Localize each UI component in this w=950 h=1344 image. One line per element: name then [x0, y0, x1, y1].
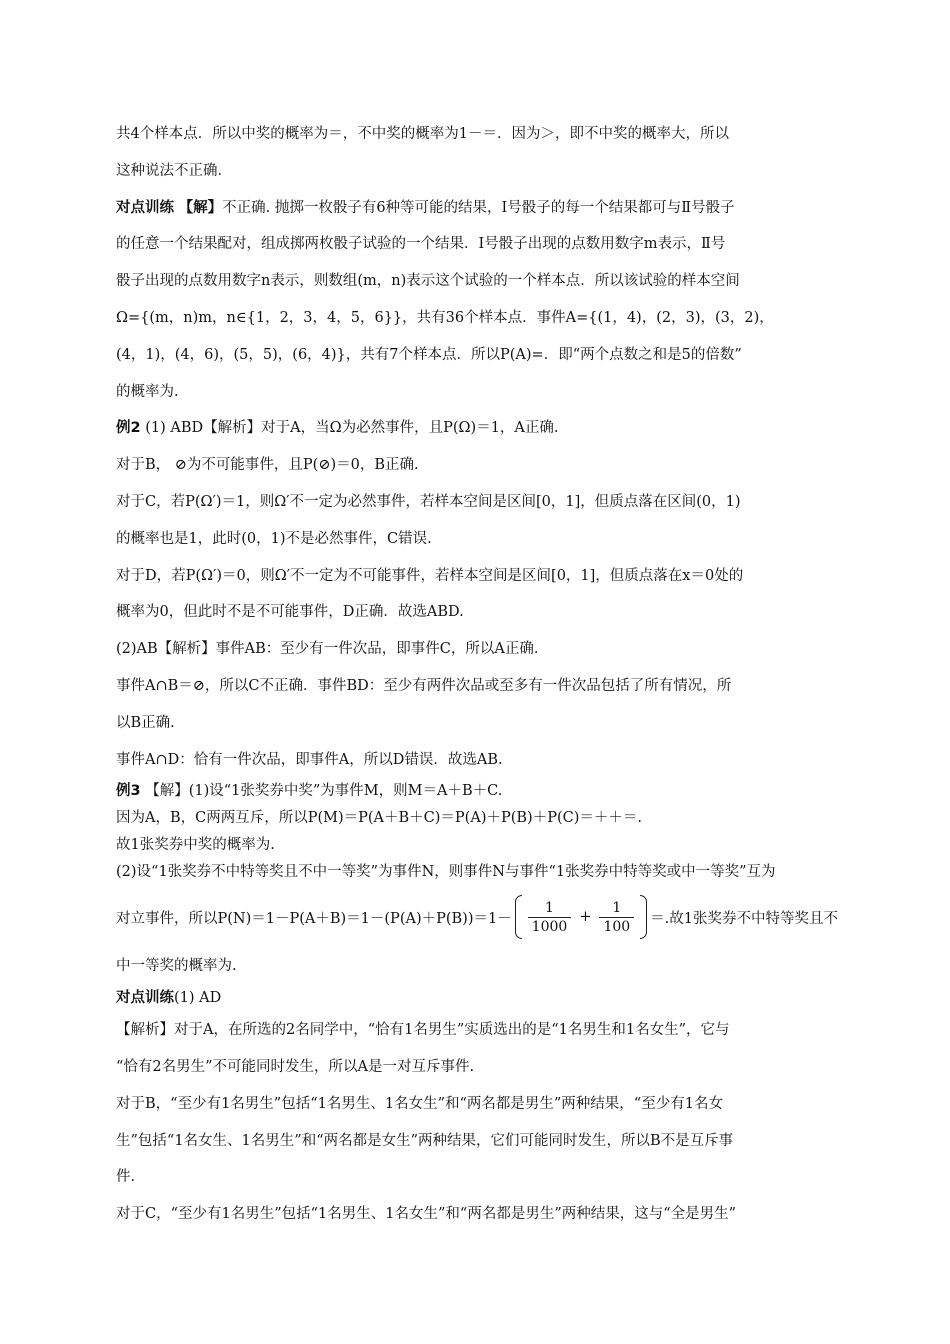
- text-span: (1) AD: [174, 990, 222, 1007]
- text-line: 中一等奖的概率为.: [116, 958, 237, 975]
- text-line: Ω={(m，n)m，n∈{1，2，3，4，5，6}}，共有36个样本点．事件A={(1，4)，(2，3)，(3，2)，: [116, 309, 774, 326]
- document-page: [116, 116, 838, 1233]
- text-line: 故1张奖券中奖的概率为.: [116, 837, 275, 854]
- text-line: 【解析】对于A，在所选的2名同学中，“恰有1名男生”实质选出的是“1名男生和1名女生”，它与: [116, 1022, 730, 1039]
- text-line: 对于B， ⊘为不可能事件，且P(⊘)＝0，B正确.: [116, 457, 419, 474]
- text-line: 对于C，“至少有1名男生”包括“1名男生、1名女生”和“两名都是男生”两种结果，这与“全是男生”: [116, 1206, 737, 1223]
- text-line: (2)AB【解析】事件AB：至少有一件次品，即事件C，所以A正确.: [116, 641, 539, 658]
- text-line: 对于D，若P(Ω′)＝0，则Ω′不一定为不可能事件，若样本空间是区间[0，1]，但质点落在x＝0处的: [116, 567, 744, 584]
- section-label: 【解】: [178, 199, 223, 216]
- fraction-numerator: 1: [545, 899, 554, 916]
- text-line: [116, 778, 838, 805]
- section-label: 对点训练: [116, 199, 174, 216]
- text-line: 概率为0，但此时不是不可能事件，D正确．故选ABD.: [116, 604, 464, 621]
- example-label: 例2: [116, 420, 141, 437]
- text-line: (2)设“1张奖券不中特等奖且不中一等奖”为事件N，则事件N与事件“1张奖券中特等奖或中一等奖”互为: [116, 864, 776, 881]
- text-line: 对于C，若P(Ω′)＝1，则Ω′不一定为必然事件，若样本空间是区间[0，1]，但质点落在区间(0，1): [116, 493, 741, 510]
- text-line: 事件A∩B＝⊘，所以C不正确．事件BD：至少有两件次品或至多有一件次品包括了所有情况，所: [116, 677, 732, 694]
- text-line: 共4个样本点．所以中奖的概率为＝，不中奖的概率为1－＝．因为＞，即不中奖的概率大，所以: [116, 126, 729, 142]
- text-line: 的概率为.: [116, 383, 179, 400]
- text-line: 生”包括“1名女生、1名男生”和“两名都是女生”两种结果，它们可能同时发生，所以B不是互斥事: [116, 1132, 734, 1149]
- fraction-denominator: 1000: [528, 917, 572, 936]
- text-line: (4，1)，(4，6)，(5，5)，(6，4)}，共有7个样本点．所以P(A)=．即“两个点数之和是5的倍数”: [116, 346, 742, 363]
- fraction-denominator: 100: [599, 917, 634, 936]
- text-line: 以B正确.: [116, 714, 175, 731]
- text-line: [116, 410, 838, 447]
- text-line: 因为A，B，C两两互斥，所以P(M)＝P(A＋B＋C)＝P(A)＋P(B)＋P(C)＝＋＋＝.: [116, 810, 642, 827]
- fraction-numerator: 1: [612, 899, 622, 916]
- text-line: 这种说法不正确．: [116, 162, 232, 179]
- text-line: [116, 985, 838, 1012]
- text-span: 【解】(1)设“1张奖券中奖”为事件M，则M＝A＋B＋C.: [140, 783, 503, 800]
- text-line: 的任意一个结果配对，组成掷两枚骰子试验的一个结果．Ⅰ号骰子出现的点数用数字m表示，Ⅱ号: [116, 236, 726, 253]
- formula-line: [116, 886, 838, 948]
- right-paren: [640, 895, 647, 939]
- text-line: “恰有2名男生”不可能同时发生，所以A是一对互斥事件.: [116, 1058, 475, 1075]
- text-line: 事件A∩D：恰有一件次品，即事件A，所以D错误．故选AB.: [116, 751, 503, 768]
- text-span: 不正确. 抛掷一枚骰子有6种等可能的结果，Ⅰ号骰子的每一个结果都可与Ⅱ号骰子: [222, 199, 735, 216]
- text-span: (1) ABD【解析】对于A，当Ω为必然事件，且P(Ω)＝1，A正确.: [140, 420, 559, 437]
- text-span: 对立事件，所以P(N)＝1－P(A＋B)＝1－(P(A)＋P(B))＝1－: [116, 910, 512, 927]
- text-line: 骰子出现的点数用数字n表示，则数组(m，n)表示这个试验的一个样本点．所以该试验的样本空间: [116, 273, 740, 290]
- text-span: ＝.故1张奖券不中特等奖且不: [650, 910, 838, 927]
- section-label: 对点训练: [116, 990, 174, 1007]
- plus-sign: +: [579, 909, 592, 926]
- text-line: [116, 190, 838, 227]
- text-line: 件.: [116, 1169, 136, 1186]
- left-paren: [515, 895, 522, 939]
- fraction: [528, 899, 572, 936]
- example-label: 例3: [116, 783, 141, 800]
- text-line: 对于B，“至少有1名男生”包括“1名男生、1名女生”和“两名都是男生”两种结果，“至少有1名女: [116, 1095, 723, 1112]
- fraction: [599, 899, 634, 936]
- text-line: 的概率也是1，此时(0，1)不是必然事件，C错误.: [116, 530, 432, 547]
